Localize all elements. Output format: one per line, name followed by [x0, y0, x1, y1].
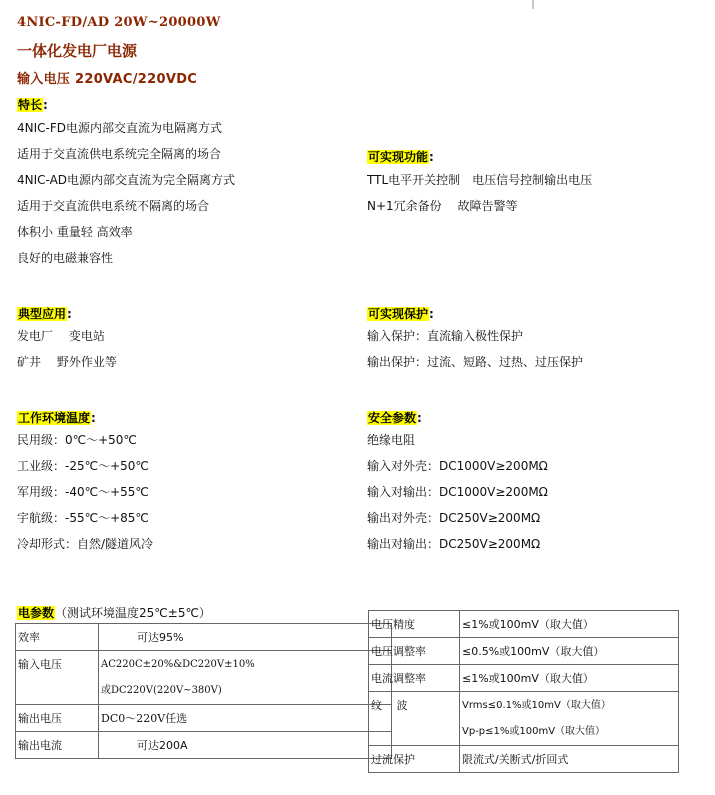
- table-key: 输出电压: [16, 705, 99, 732]
- electrical-note: （测试环境温度25℃±5℃）: [55, 606, 211, 620]
- model-title: 4NIC-FD/AD 20W~20000W: [17, 15, 221, 30]
- electrical-table: [15, 623, 392, 759]
- table-key: 输入电压: [16, 651, 99, 705]
- precision-table: [368, 610, 679, 773]
- table-value-line: Vrms≤0.1%或10mV（取大值）: [462, 699, 611, 711]
- features-heading: 特长: [18, 98, 43, 112]
- environment-heading: 工作环境温度: [18, 411, 91, 425]
- table-row: [16, 624, 392, 651]
- table-key: 电流调整率: [369, 665, 460, 692]
- protection-item: 输出保护：过流、短路、过热、过压保护: [367, 355, 584, 369]
- table-row: [16, 732, 392, 759]
- protection-heading-row: 可实现保护:: [368, 307, 434, 321]
- safety-heading-row: 安全参数:: [368, 411, 422, 425]
- function-item: TTL电平开关控制 电压信号控制输出电压: [367, 173, 593, 187]
- table-row: [369, 746, 679, 773]
- table-row: [369, 692, 679, 746]
- applications-heading: 典型应用: [18, 307, 67, 321]
- feature-item: 4NIC-FD电源内部交直流为电隔离方式: [17, 121, 223, 135]
- table-row: [369, 638, 679, 665]
- table-value: ≤1%或100mV（取大值）: [460, 611, 679, 638]
- table-value-line: 或DC220V(220V~380V): [101, 684, 222, 696]
- environment-heading-row: 工作环境温度:: [18, 411, 96, 425]
- environment-item: 军用级：-40℃～+55℃: [17, 485, 149, 499]
- table-value: 可达95%: [99, 624, 392, 651]
- safety-item: 输出对外壳：DC250V≥200MΩ: [367, 511, 541, 525]
- table-value: 限流式/关断式/折回式: [460, 746, 679, 773]
- product-name: 一体化发电厂电源: [17, 42, 138, 60]
- table-value: [460, 692, 679, 746]
- table-row: [369, 665, 679, 692]
- protection-heading: 可实现保护: [368, 307, 429, 321]
- table-value: 可达200A: [99, 732, 392, 759]
- table-key: 过流保护: [369, 746, 460, 773]
- safety-item: 输出对输出：DC250V≥200MΩ: [367, 537, 541, 551]
- features-heading-row: 特长:: [18, 98, 48, 112]
- input-voltage-title: 输入电压 220VAC/220VDC: [17, 72, 198, 87]
- scroll-indicator: [532, 0, 534, 9]
- protection-item: 输入保护：直流输入极性保护: [367, 329, 524, 343]
- environment-item: 工业级：-25℃～+50℃: [17, 459, 149, 473]
- feature-item: 良好的电磁兼容性: [17, 251, 114, 265]
- table-value: [99, 651, 392, 705]
- safety-item: 输入对输出：DC1000V≥200MΩ: [367, 485, 548, 499]
- environment-item: 冷却形式：自然/隧道风冷: [17, 537, 154, 551]
- electrical-heading: 电参数: [18, 606, 55, 620]
- table-value: ≤0.5%或100mV（取大值）: [460, 638, 679, 665]
- feature-item: 体积小 重量轻 高效率: [17, 225, 133, 239]
- environment-item: 宇航级：-55℃～+85℃: [17, 511, 149, 525]
- table-value-line: AC220C±20%&DC220V±10%: [101, 658, 255, 670]
- table-key: 电压调整率: [369, 638, 460, 665]
- application-item: 发电厂 变电站: [17, 329, 105, 343]
- table-key: 电压精度: [369, 611, 460, 638]
- table-value: DC0～220V任选: [99, 705, 392, 732]
- feature-item: 适用于交直流供电系统完全隔离的场合: [17, 147, 222, 161]
- functions-heading: 可实现功能: [368, 150, 429, 164]
- applications-heading-row: 典型应用:: [18, 307, 72, 321]
- safety-heading: 安全参数: [368, 411, 417, 425]
- safety-item: 绝缘电阻: [367, 433, 416, 447]
- function-item: N+1冗余备份 故障告警等: [367, 199, 518, 213]
- application-item: 矿井 野外作业等: [17, 355, 117, 369]
- table-row: [369, 611, 679, 638]
- table-value: ≤1%或100mV（取大值）: [460, 665, 679, 692]
- feature-item: 4NIC-AD电源内部交直流为完全隔离方式: [17, 173, 236, 187]
- table-row: [16, 651, 392, 705]
- table-row: [16, 705, 392, 732]
- environment-item: 民用级：0℃～+50℃: [17, 433, 137, 447]
- feature-item: 适用于交直流供电系统不隔离的场合: [17, 199, 210, 213]
- electrical-heading-row: [17, 602, 211, 621]
- table-key: 纹 波: [369, 692, 460, 746]
- table-key: 输出电流: [16, 732, 99, 759]
- safety-item: 输入对外壳：DC1000V≥200MΩ: [367, 459, 548, 473]
- table-key: 效率: [16, 624, 99, 651]
- table-value-line: Vp-p≤1%或100mV（取大值）: [462, 725, 606, 737]
- functions-heading-row: 可实现功能:: [368, 150, 434, 164]
